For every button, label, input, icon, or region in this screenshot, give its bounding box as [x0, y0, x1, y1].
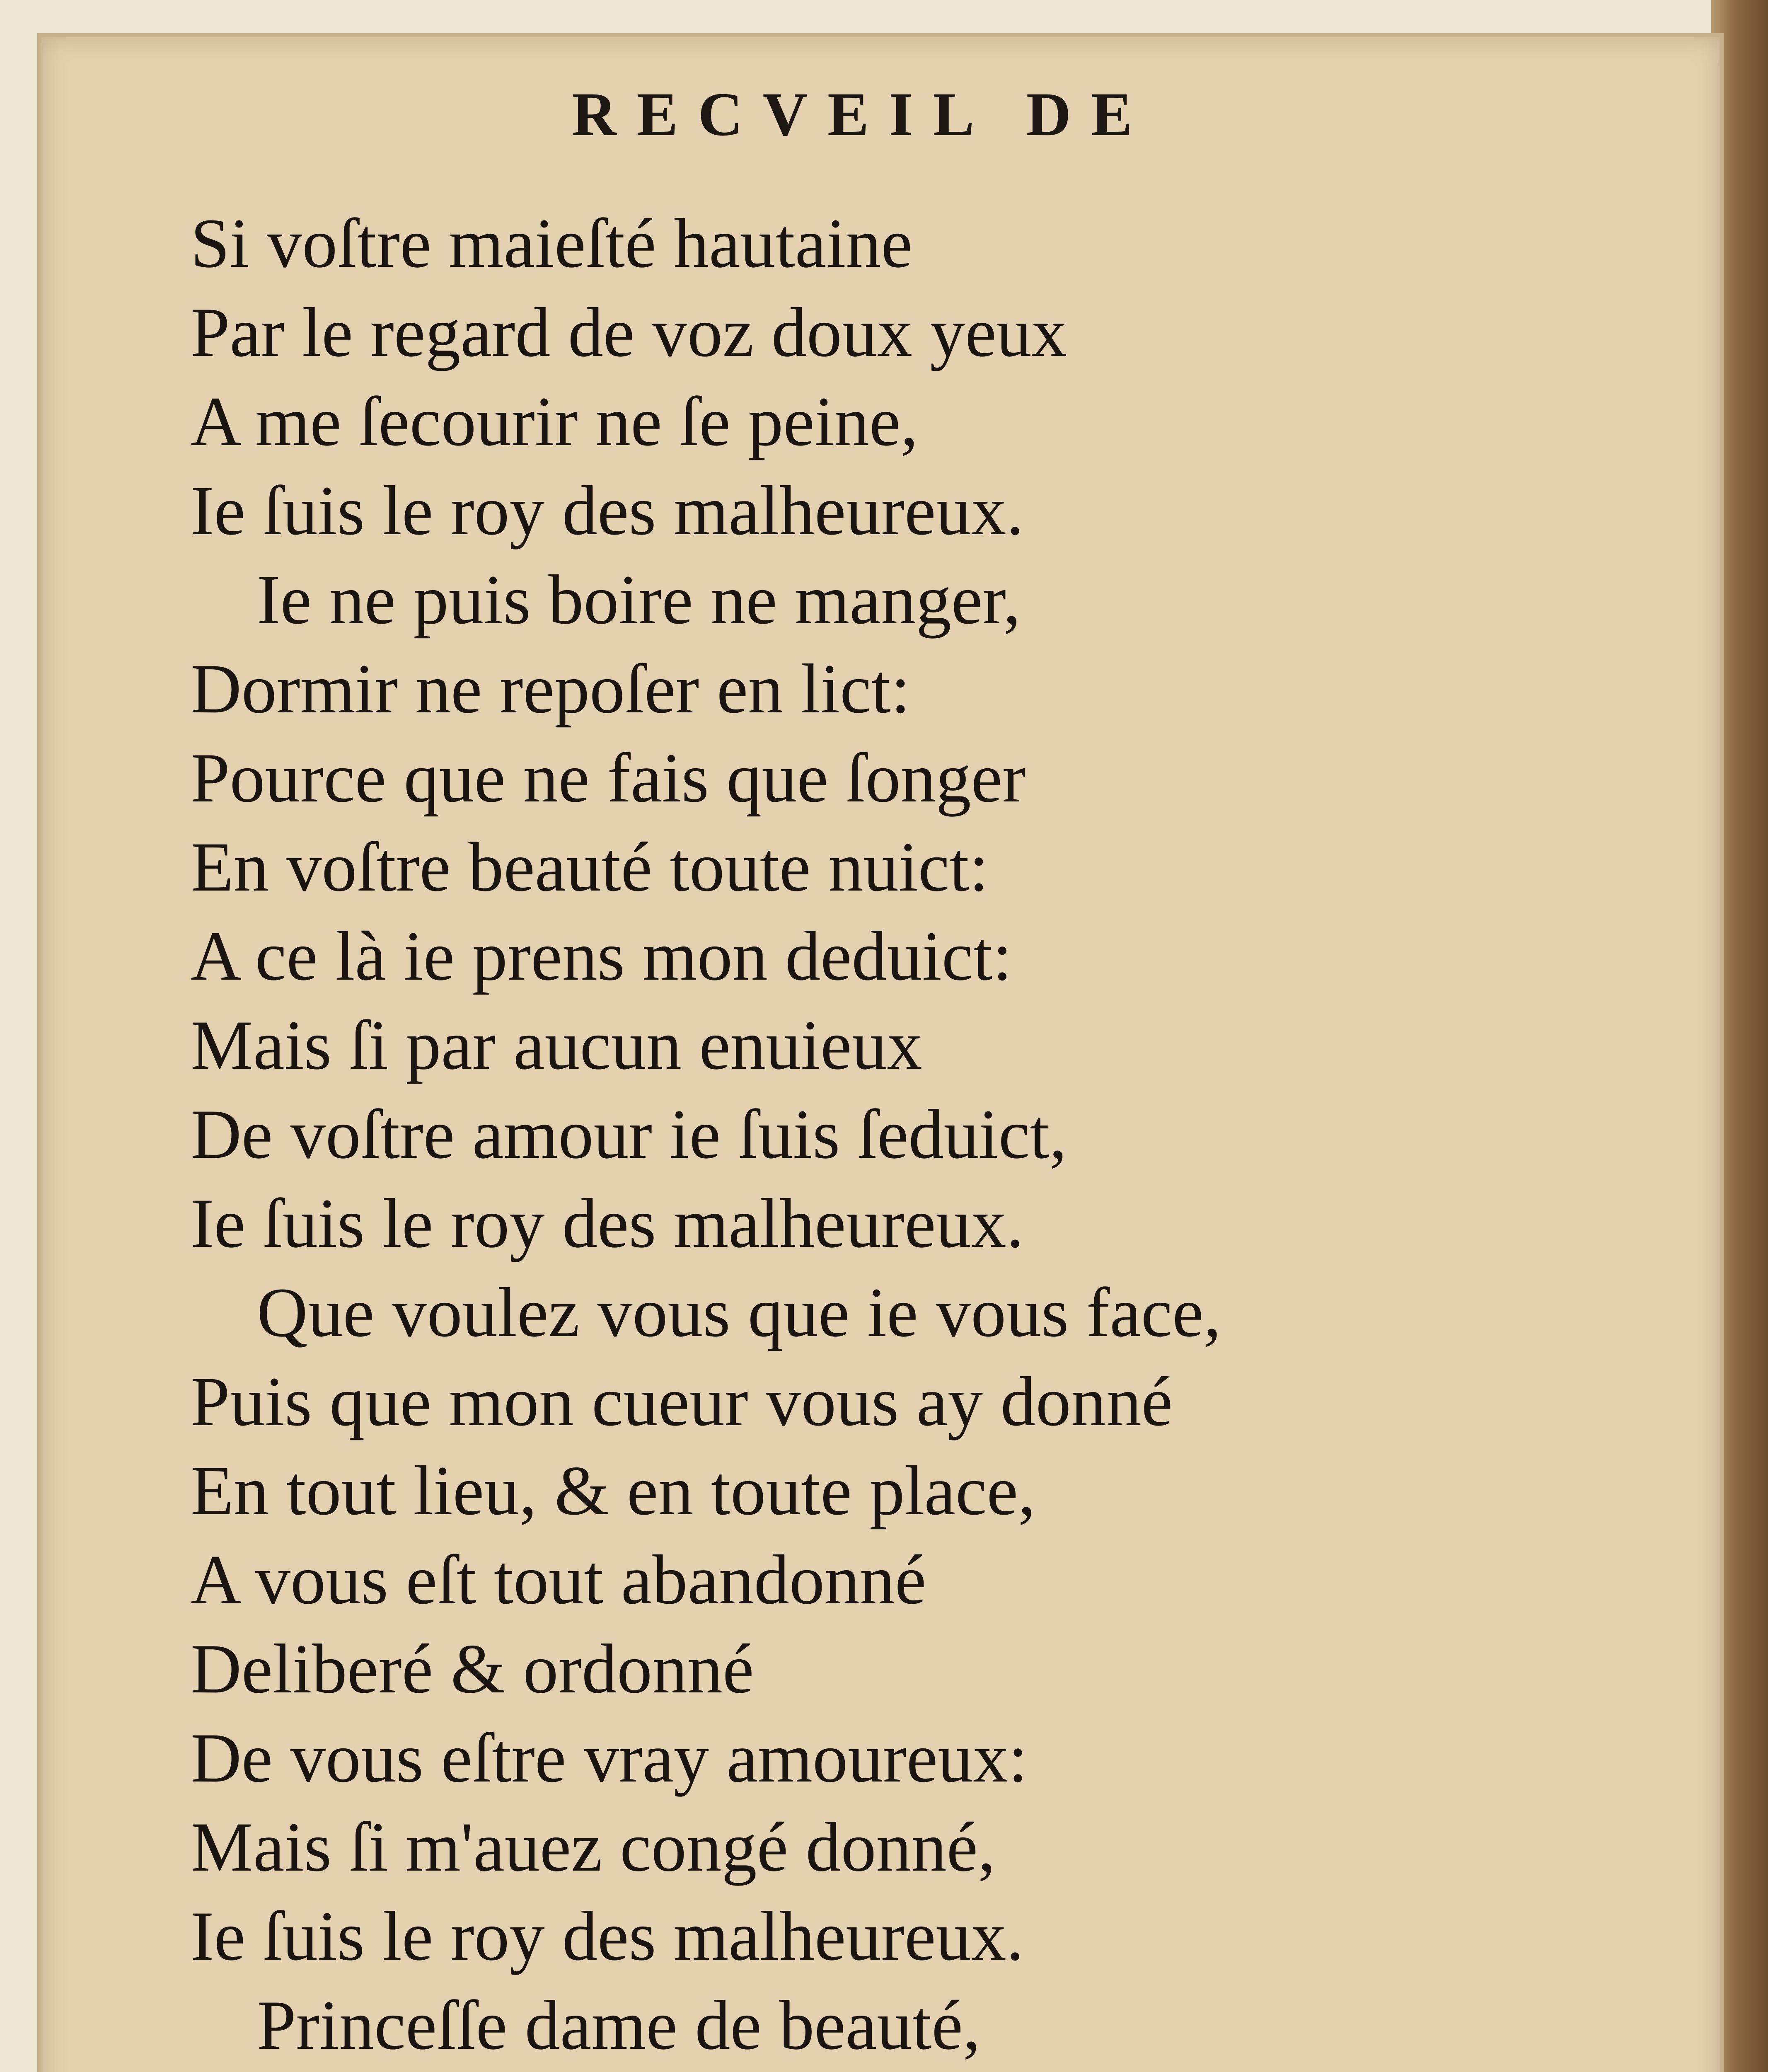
verse-line: A vous eſt tout abandonné: [191, 1541, 926, 1619]
running-header: RECVEIL DE: [572, 80, 1153, 149]
poem-verse: [191, 199, 1682, 2072]
verse-line: Si voſtre maieſté hautaine: [191, 204, 912, 282]
verse-line: Princeſſe dame de beauté,: [257, 1986, 981, 2064]
verse-line: Puis que mon cueur vous ay donné: [191, 1363, 1173, 1440]
verse-line: Deliberé & ordonné: [191, 1630, 754, 1708]
verse-line: En voſtre beauté toute nuict:: [191, 828, 989, 906]
verse-line: A ce là ie prens mon deduict:: [191, 917, 1012, 995]
verse-line: De voſtre amour ie ſuis ſeduict,: [191, 1095, 1067, 1173]
verse-line: Pource que ne fais que ſonger: [191, 739, 1026, 817]
verse-line: Ie ſuis le roy des malheureux.: [191, 1897, 1024, 1975]
verse-line: De vous eſtre vray amoureux:: [191, 1719, 1028, 1797]
verse-line: Ie ſuis le roy des malheureux.: [191, 1184, 1024, 1262]
verse-line: Mais ſi par aucun enuieux: [191, 1006, 922, 1084]
verse-line: Ie ne puis boire ne manger,: [257, 561, 1021, 639]
verse-line: A me ſecourir ne ſe peine,: [191, 382, 918, 460]
verse-line: Par le regard de voz doux yeux: [191, 293, 1067, 371]
verse-line: Dormir ne repoſer en lict:: [191, 650, 911, 728]
verse-line: Que voulez vous que ie vous face,: [257, 1273, 1221, 1351]
verse-line: Ie ſuis le roy des malheureux.: [191, 472, 1024, 549]
verse-line: Mais ſi m'auez congé donné,: [191, 1808, 996, 1886]
verse-line: En tout lieu, & en toute place,: [191, 1452, 1036, 1530]
verse-line: [191, 2070, 1682, 2072]
